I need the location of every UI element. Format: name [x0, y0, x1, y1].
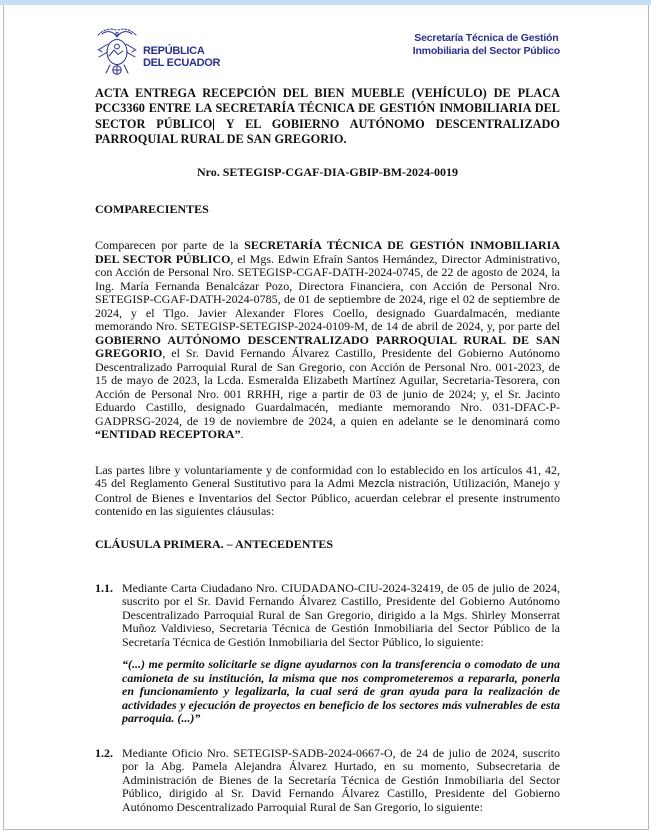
heading-clausula-primera[interactable]: CLÁUSULA PRIMERA. – ANTECEDENTES: [95, 536, 334, 551]
comparecen-run-5: , el Sr. David Fernando Álvarez Castillo, Presidente del Gobierno Autónomo Descentralizado Parroquial Rural de San Gregorio, con Acción de Personal Nro. 001-2023, de 15 de mayo de 2023, la Lcda. Esmeralda Elizabeth Martínez Aguilar, Secretaria-Tesorera, con Acción de Personal Nro. 001 RRHH, rige a partir de 03 de junio de 2024; y, el Sr. Jacinto Eduardo Castillo, designado Guardalmacén, mediante memorando Nro. 031-DFAC-P-GADPRSG-2024, de 19 de noviembre de 2024, a quien en adelante se le denominará como: [95, 346, 560, 428]
las-partes-run-3: nistración, Utilización, Manejo y Control de Bienes e Inventarios del Sector Público, acuerdan celebrar el presente instrumento contenido en las siguientes cláusulas:: [95, 476, 560, 519]
list-number-1-2: 1.2.: [95, 745, 113, 760]
org-name-line1: Secretaría Técnica de Gestión: [414, 32, 559, 44]
list-item-1-1-text: Mediante Carta Ciudadano Nro. CIUDADANO-CIU-2024-32419, de 05 de julio de 2024, suscrito por el Sr. David Fernando Álvarez Castillo, Presidente del Gobierno Autónomo Descentralizado Parroquial Rural de San Gregorio, dirigido a la Mgs. Shirley Monserrat Muñoz Valdivieso, Secretaria Técnica de Gestión Inmobiliaria del Sector Público de la Secretaría Técnica de Gestión Inmobiliaria del Sector Público, lo siguiente:: [122, 580, 560, 649]
logo-wordmark: [143, 45, 220, 69]
document-header: [95, 25, 560, 77]
title-line-2: PCC3360 ENTRE LA SECRETARÍA TÉCNICA DE GESTIÓN INMOBILIARIA DEL: [95, 101, 560, 116]
document-number[interactable]: Nro. SETEGISP-CGAF-DIA-GBIP-BM-2024-0019: [196, 165, 459, 180]
list-number-1-1: 1.1.: [95, 580, 113, 595]
page-right-border: [648, 5, 649, 830]
title-line-4: PARROQUIAL RURAL DE SAN GREGORIO.: [95, 131, 347, 146]
title-line-3-before-caret: SECTOR PÚBLICO: [95, 116, 213, 131]
paragraph-las-partes[interactable]: [95, 464, 560, 519]
document-title[interactable]: [95, 86, 560, 147]
page-bottom-border: [3, 829, 649, 830]
comparecen-entity-transferente: SECRETARÍA TÉCNICA DE GESTIÓN INMOBILIARIA DEL SECTOR PÚBLICO: [95, 238, 560, 266]
comparecen-run-7: .: [240, 427, 244, 442]
list-item-1-2-text: Mediante Oficio Nro. SETEGISP-SADB-2024-0667-O, de 24 de julio de 2024, suscrito por la Abg. Pamela Alejandra Álvarez Hurtado, en su momento, Subsecretaria de Administración de Bienes de la Secretaría Técnica de Gestión Inmobiliaria del Sector Público, dirigido al Sr. David Fernando Álvarez Castillo, Presidente del Gobierno Autónomo Descentralizado Parroquial Rural de San Gregorio, lo siguiente:: [122, 745, 560, 814]
paragraph-comparecen[interactable]: [95, 239, 560, 442]
las-partes-run-1: Las partes libre y voluntariamente y de conformidad con lo establecido en los artículos 41, 42, 45 del Reglamento General Sustitutivo para la Admi: [95, 462, 560, 491]
ecuador-coat-of-arms-icon: [95, 25, 139, 77]
org-name-line2: Inmobiliaria del Sector Público: [412, 44, 560, 57]
comparecen-entity-receptora: GOBIERNO AUTÓNOMO DESCENTRALIZADO PARROQUIAL RURAL DE SAN GREGORIO: [95, 332, 560, 361]
heading-comparecientes[interactable]: COMPARECIENTES: [95, 202, 209, 217]
title-line-3-after-caret: Y EL GOBIERNO AUTÓNOMO DESCENTRALIZADO: [215, 116, 560, 131]
blockquote-solicitud[interactable]: “(...) me permito solicitarle se digne ayudarnos con la transferencia o comodato de una camioneta de su institución, la misma que nos comprometeremos a repararla, ponerla en funcionamiento y legalizarla, la cual será de gran ayuda para la realización de actividades y ejecución de proyectos en beneficio de los sectores más vulnerables de esta parroquia. (...)”: [122, 657, 560, 726]
republica-ecuador-logo[interactable]: [95, 25, 220, 77]
title-line-1: ACTA ENTREGA RECEPCIÓN DEL BIEN MUEBLE (VEHÍCULO) DE PLACA: [95, 86, 560, 100]
document-page[interactable]: [95, 0, 560, 814]
comparecen-denominacion: “ENTIDAD RECEPTORA”: [95, 427, 241, 442]
title-line-3: [95, 117, 560, 132]
comparecen-run-3: , el Mgs. Edwin Efraín Santos Hernández, Director Administrativo, con Acción de Personal Nro. SETEGISP-CGAF-DATH-2024-0745, de 22 de agosto de 2024, la Ing. María Fernanda Benalcázar Pozo, Directora Financiera, con Acción de Personal Nro. SETEGISP-CGAF-DATH-2024-0785, de 01 de septiembre de 2024, rige el 02 de septiembre de 2024, y el Tlgo. Javier Alexander Flores Coello, designado Guardalmacén, mediante memorando Nro. SETEGISP-SETEGISP-2024-0109-M, de 14 de abril de 2024, y, por parte del: [95, 251, 560, 334]
logo-line1: REPÚBLICA: [143, 45, 205, 57]
logo-line2: DEL ECUADOR: [143, 57, 221, 69]
page-left-border: [3, 5, 4, 830]
list-item-1-2[interactable]: [95, 747, 560, 815]
comparecen-run-1: Comparecen por parte de la: [95, 238, 245, 253]
las-partes-tracked-change-artifact: Mezcla: [358, 478, 395, 491]
list-item-1-1[interactable]: [95, 582, 560, 650]
org-name: [413, 32, 560, 57]
